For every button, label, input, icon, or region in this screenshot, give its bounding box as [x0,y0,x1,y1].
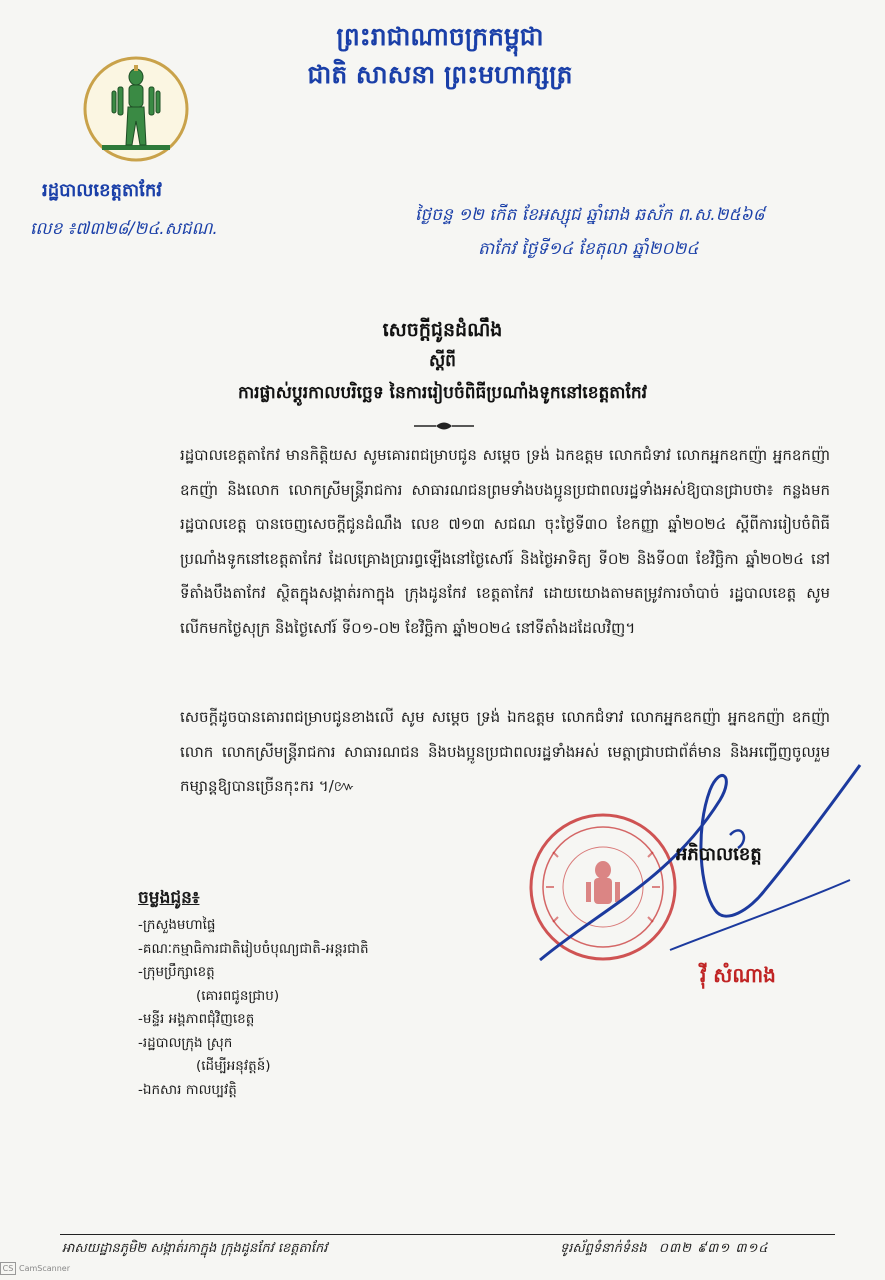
document-subject: ការផ្លាស់ប្ដូរកាលបរិច្ឆេទ នៃការរៀបចំពិធីប្រណាំងទូកនៅខេត្តតាកែវ [237,383,648,403]
document-subject-label: ស្ដីពី [429,351,456,371]
scanner-watermark [0,1262,120,1278]
footer-divider [60,1234,835,1235]
date-lunar: ថ្ងៃចន្ទ ១២ កើត ខែអស្សុជ ឆ្នាំរោង ឆស័ក ព.ស.២៥៦៨ [415,205,765,225]
title-divider-ornament-icon [412,420,476,432]
date-solar: តាកែវ ថ្ងៃទី១៤ ខែតុលា ឆ្នាំ២០២៤ [478,239,699,259]
signatory-name: វ៉ី សំណាង [700,963,776,987]
cc-item: -មន្ទីរ អង្គភាពជុំវិញខេត្ត [138,1011,255,1027]
province-admin-name: រដ្ឋបាលខេត្តតាកែវ [42,180,162,201]
watermark-text: CamScanner [19,1264,71,1273]
cc-list [138,914,369,1102]
cc-item-note: (គោរពជូនជ្រាប) [196,987,280,1004]
cc-item: -ក្រុមប្រឹក្សាខេត្ត [138,964,215,980]
province-logo-icon [82,55,190,163]
footer-phone-label: ទូរស័ព្ទទំនាក់ទំនង [560,1241,647,1256]
reference-number: លេខ ៖៧៣២៨/២៤.សជណ. [30,219,218,239]
cc-item-note: (ដើម្បីអនុវត្តន៍) [196,1058,271,1074]
footer-address: អាសយដ្ឋានភូមិ២ សង្កាត់រកាក្នុង ក្រុងដូនកែវ ខេត្តតាកែវ [62,1241,328,1256]
body-paragraph-1-text: រដ្ឋបាលខេត្តតាកែវ មានកិត្តិយស សូមគោរពជម្រាបជូន សម្ដេច ទ្រង់ ឯកឧត្ដម លោកជំទាវ លោកអ្នកឧកញ៉ា អ្នកឧកញ៉ា ឧកញ៉ា និងលោក លោកស្រីមន្ត្រីរាជការ សាធារណជនព្រមទាំងបងប្អូនប្រជាពលរដ្ឋទាំងអស់ឱ្យបានជ្រាបថា៖ កន្លងមក រដ្ឋបាលខេត្ត បានចេញសេចក្ដីជូនដំណឹង លេខ ៧១៣ សជណ ចុះថ្ងៃទី៣០ ខែកញ្ញា ឆ្នាំ២០២៤ ស្ដីពីការរៀបចំពិធីប្រណាំងទូកនៅខេត្តតាកែវ ដែលគ្រោងប្រារព្ធឡើងនៅថ្ងៃសៅរ៍ និងថ្ងៃអាទិត្យ ទី០២ និងទី០៣ ខែវិច្ឆិកា ឆ្នាំ២០២៤ នៅទីតាំងបឹងតាកែវ ស្ថិតក្នុងសង្កាត់រកាក្នុង ក្រុងដូនកែវ ខេត្តតាកែវ ដោយយោងតាមតម្រូវការចាំបាច់ រដ្ឋបាលខេត្ត សូមលើកមកថ្ងៃសុក្រ និងថ្ងៃសៅរ៍ ទី០១-០២ ខែវិច្ឆិកា ឆ្នាំ២០២៤ នៅទីតាំងដដែលវិញ។ [180,446,830,637]
kingdom-line-2: ជាតិ សាសនា ព្រះមហាក្សត្រ [307,60,573,89]
cc-item: -ក្រសួងមហាផ្ទៃ [138,917,216,933]
footer-contact [560,1240,769,1259]
footer-phone-number: ០៣២ ៩៣១ ៣១៤ [658,1241,769,1256]
body-paragraph-1 [180,438,830,645]
signatory-title: អភិបាលខេត្ត [676,844,762,865]
cc-item: -គណៈកម្មាធិការជាតិរៀបចំបុណ្យជាតិ-អន្តរជាតិ [138,940,369,957]
cc-item: -រដ្ឋបាលក្រុង ស្រុក [138,1034,233,1051]
body-paragraph-2-text: សេចក្ដីដូចបានគោរពជម្រាបជូនខាងលើ សូម សម្ដេច ទ្រង់ ឯកឧត្ដម លោកជំទាវ លោកអ្នកឧកញ៉ា អ្នកឧកញ៉ា ឧកញ៉ា លោក លោកស្រីមន្ត្រីរាជការ សាធារណជន និងបងប្អូនប្រជាពលរដ្ឋទាំងអស់ មេត្តាជ្រាបជាព័ត៌មាន និងអញ្ជើញចូលរួមកម្សាន្តឱ្យបានច្រើនកុះករ ។/៚ [180,708,830,795]
kingdom-line-1: ព្រះរាជាណាចក្រកម្ពុជា [336,22,544,51]
document-title: សេចក្ដីជូនដំណឹង [382,319,503,341]
camscanner-logo-icon: CS [0,1262,16,1275]
cc-heading: ចម្លងជូន៖ [138,888,200,908]
cc-item: -ឯកសារ កាលប្បវត្តិ [138,1081,237,1098]
kingdom-motto [300,18,580,94]
handwritten-signature [520,760,865,990]
